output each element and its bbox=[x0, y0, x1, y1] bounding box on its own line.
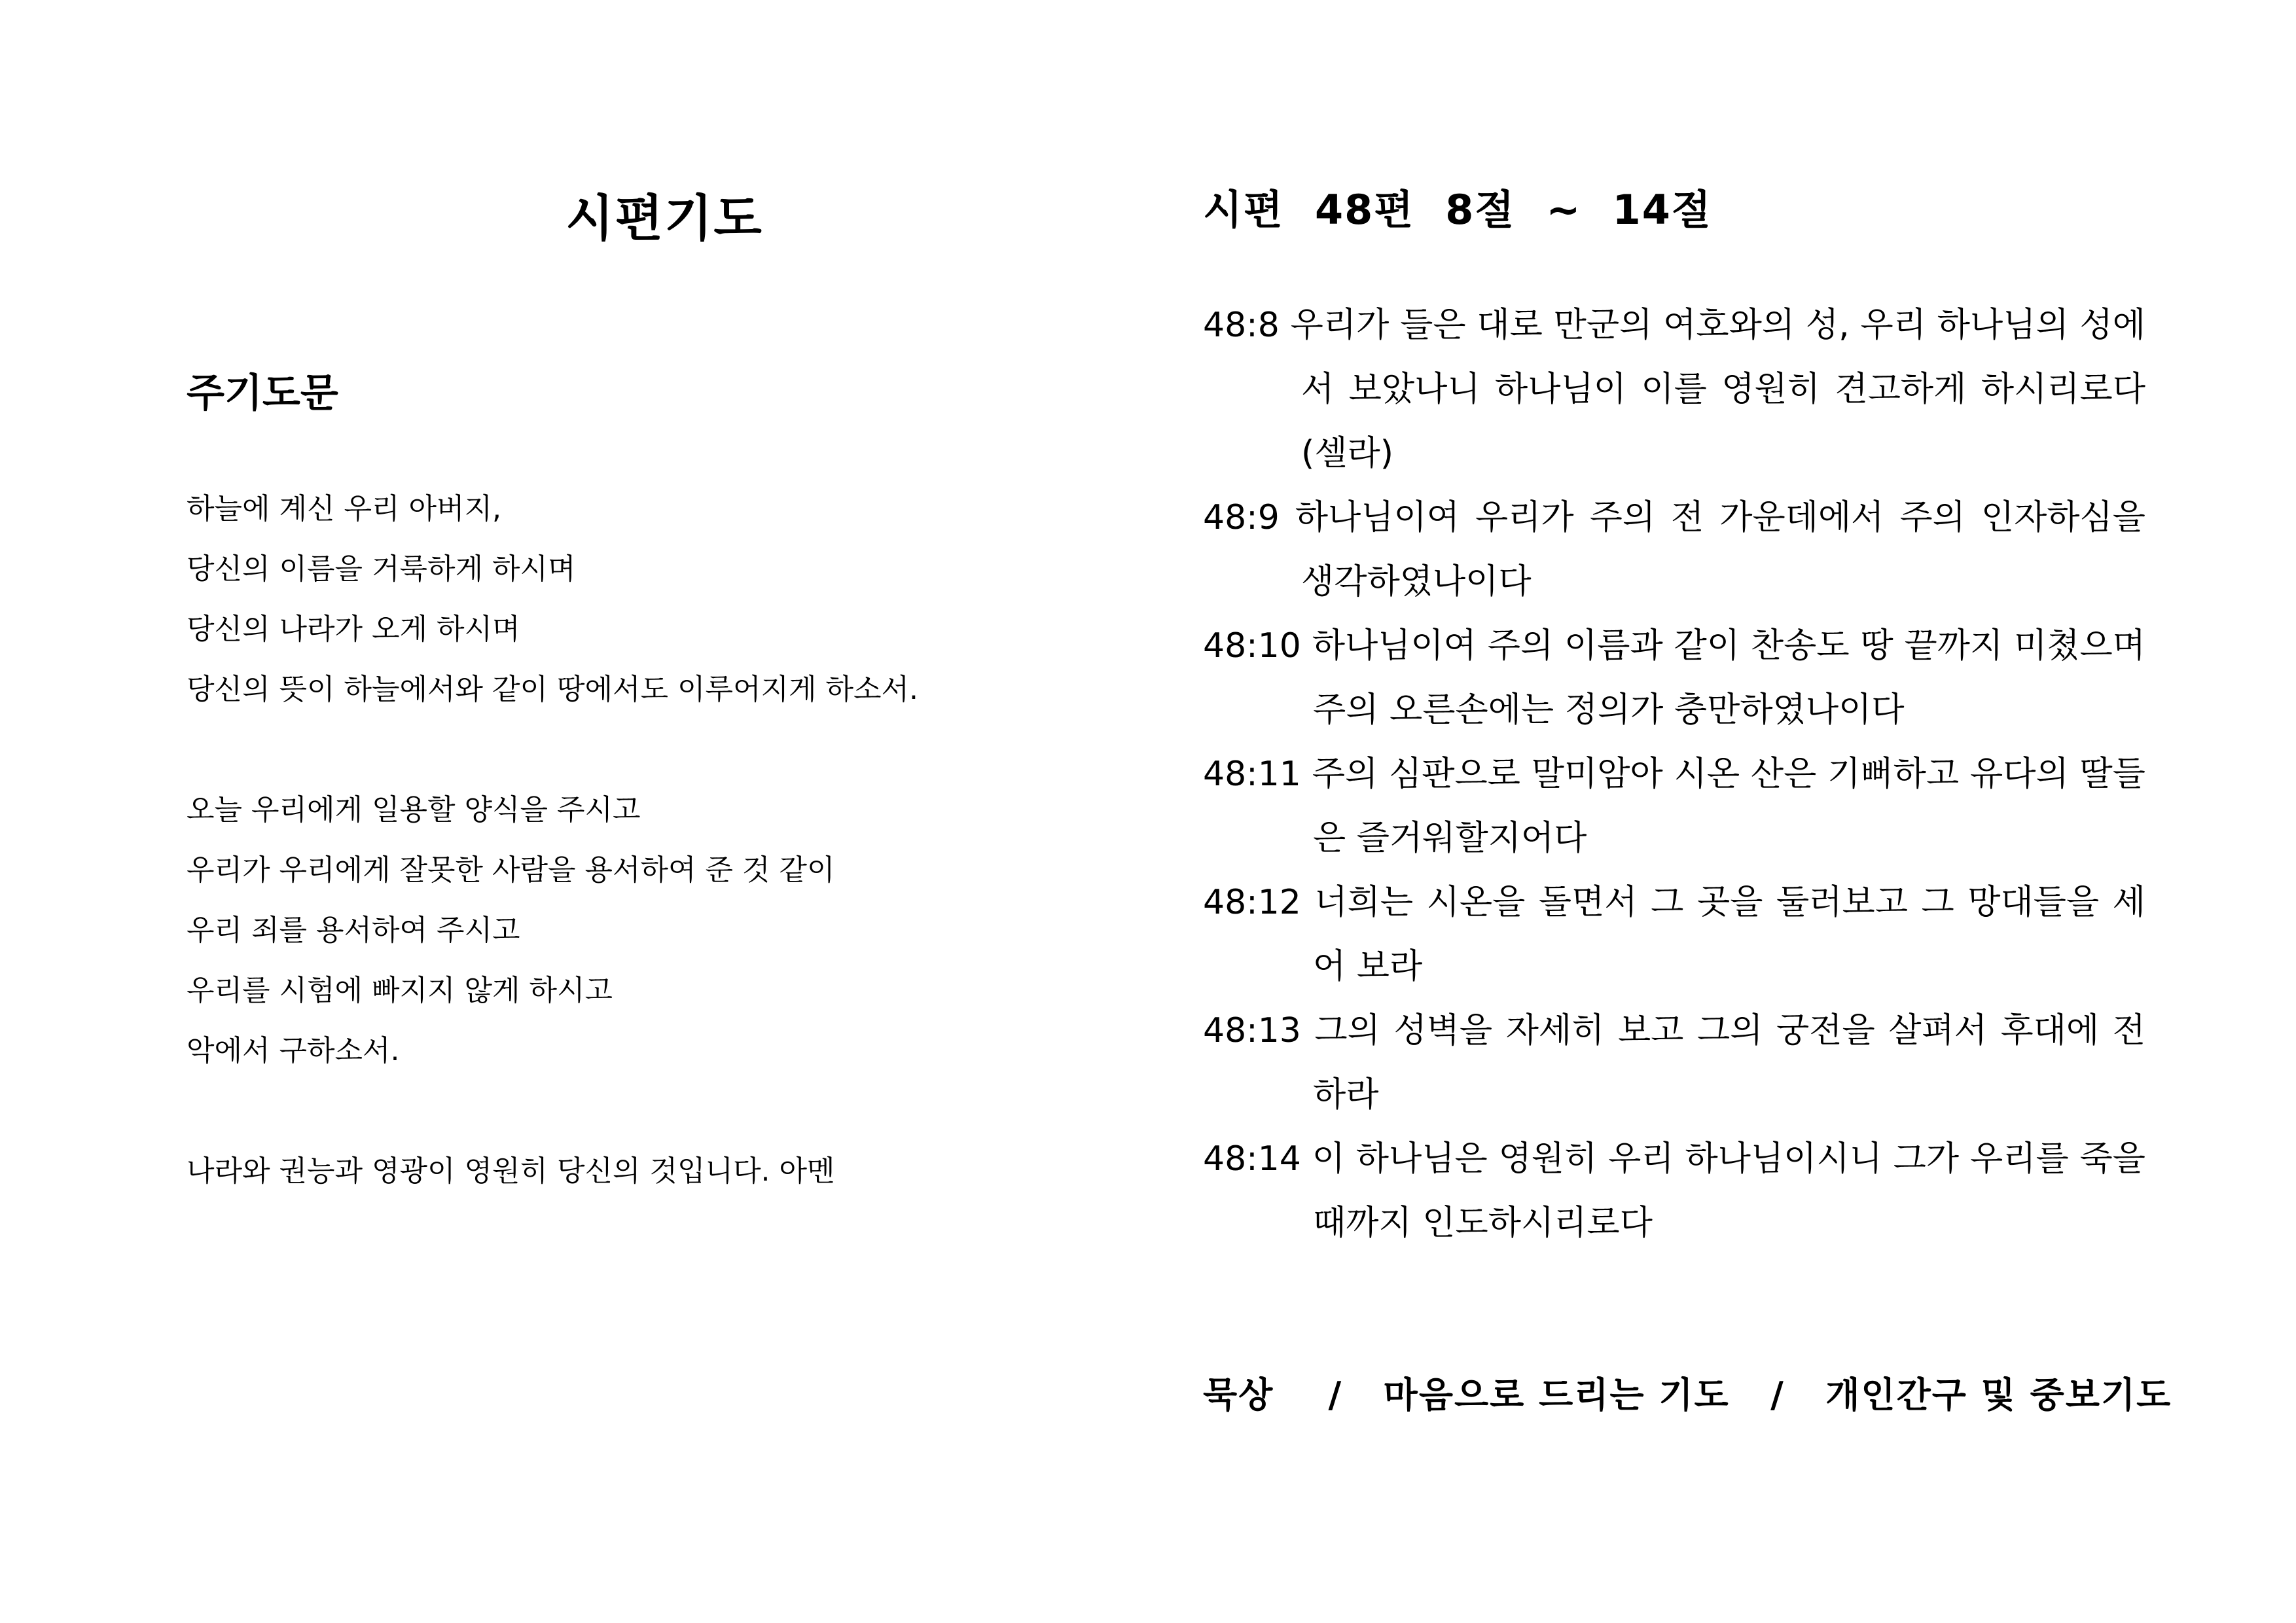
verse-text: 하나님이여 우리가 주의 전 가운데에서 주의 인자하심을 생각하였나이다 bbox=[1295, 498, 2145, 601]
prayer-line: 우리가 우리에게 잘못한 사람을 용서하여 준 것 같이 bbox=[187, 853, 835, 887]
verse-48-9 bbox=[1203, 486, 2145, 614]
psalm-verses bbox=[1203, 293, 2145, 1255]
verse-number: 48:13 bbox=[1203, 1011, 1301, 1050]
verse-number: 48:11 bbox=[1203, 755, 1301, 794]
prayer-line: 하늘에 계신 우리 아버지, bbox=[187, 492, 501, 526]
prayer-line: 악에서 구하소서. bbox=[187, 1034, 400, 1067]
verse-48-11 bbox=[1203, 742, 2145, 870]
verse-number: 48:8 bbox=[1203, 306, 1280, 345]
stanza-gap bbox=[187, 720, 1142, 780]
prayer-line: 당신의 뜻이 하늘에서와 같이 땅에서도 이루어지게 하소서. bbox=[187, 673, 918, 706]
verse-number: 48:14 bbox=[1203, 1139, 1301, 1179]
verse-text: 이 하나님은 영원히 우리 하나님이시니 그가 우리를 죽을 때까지 인도하시리로다 bbox=[1312, 1139, 2146, 1243]
verse-number: 48:9 bbox=[1203, 498, 1280, 537]
prayer-line: 나라와 권능과 영광이 영원히 당신의 것입니다. 아멘 bbox=[187, 1154, 835, 1188]
prayer-line: 우리를 시험에 빠지지 않게 하시고 bbox=[187, 974, 613, 1007]
prayer-line: 당신의 나라가 오게 하시며 bbox=[187, 613, 520, 646]
verse-48-10 bbox=[1203, 614, 2145, 742]
verse-text: 너희는 시온을 돌면서 그 곳을 둘러보고 그 망대들을 세어 보라 bbox=[1313, 883, 2145, 986]
verse-48-14 bbox=[1203, 1127, 2145, 1255]
psalm-reference-heading: 시편 48편 8절 ~ 14절 bbox=[1203, 186, 1712, 234]
verse-48-12 bbox=[1203, 870, 2145, 999]
verse-text: 그의 성벽을 자세히 보고 그의 궁전을 살펴서 후대에 전하라 bbox=[1313, 1011, 2145, 1115]
stanza-gap bbox=[187, 1081, 1142, 1141]
verse-48-13 bbox=[1203, 999, 2145, 1127]
prayer-line: 오늘 우리에게 일용할 양식을 주시고 bbox=[187, 793, 641, 827]
verse-text: 주의 심판으로 말미암아 시온 산은 기뻐하고 유다의 딸들은 즐거워할지어다 bbox=[1312, 755, 2146, 858]
lords-prayer-text bbox=[187, 479, 1142, 1202]
section-title-lords-prayer: 주기도문 bbox=[187, 370, 338, 416]
verse-48-8 bbox=[1203, 293, 2145, 486]
page-title: 시편기도 bbox=[565, 189, 763, 247]
verse-text: 하나님이여 주의 이름과 같이 찬송도 땅 끝까지 미쳤으며 주의 오른손에는 정의가 충만하였나이다 bbox=[1312, 626, 2146, 730]
prayer-steps-footer: 묵상 / 마음으로 드리는 기도 / 개인간구 및 중보기도 bbox=[1203, 1374, 2172, 1416]
verse-number: 48:10 bbox=[1203, 626, 1301, 666]
prayer-line: 당신의 이름을 거룩하게 하시며 bbox=[187, 552, 576, 586]
verse-text: 우리가 들은 대로 만군의 여호와의 성, 우리 하나님의 성에서 보았나니 하나님이 이를 영원히 견고하게 하시리로다 (셀라) bbox=[1290, 306, 2146, 473]
verse-number: 48:12 bbox=[1203, 883, 1301, 922]
prayer-line: 우리 죄를 용서하여 주시고 bbox=[187, 914, 520, 947]
